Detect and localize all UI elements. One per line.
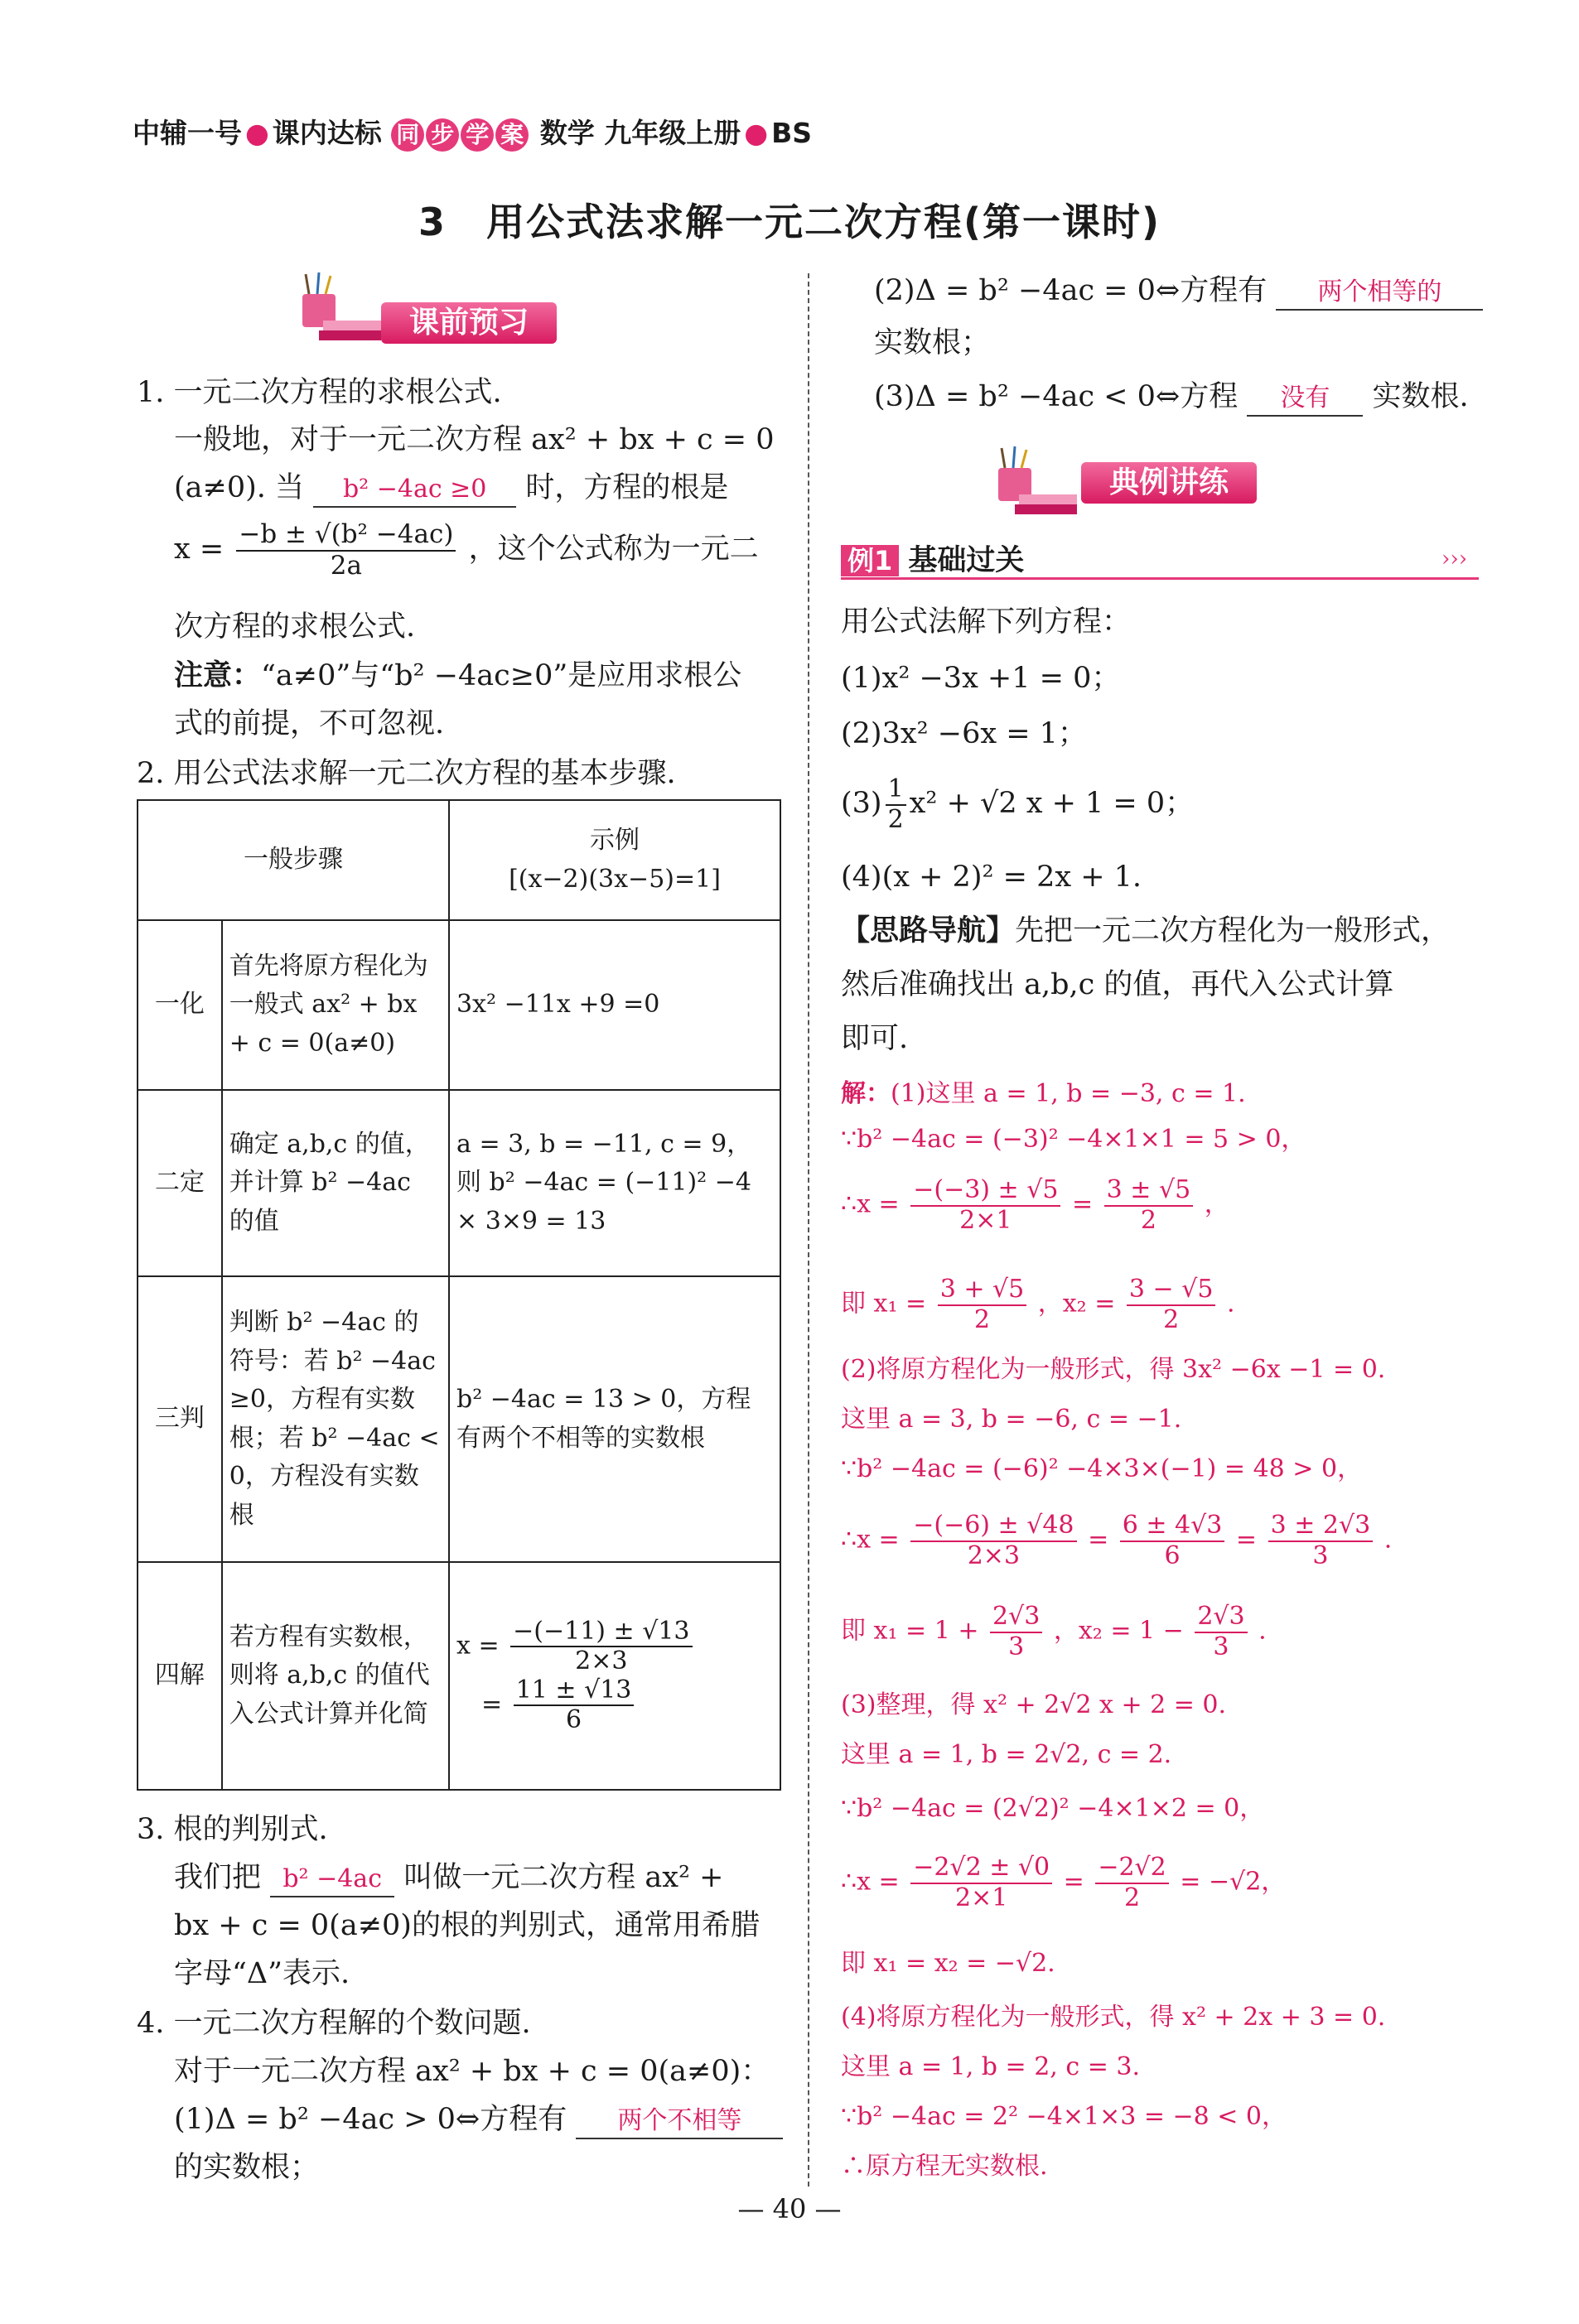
denominator: 3 [1008, 1632, 1025, 1661]
answer-blank: 两个相等的 [1276, 276, 1483, 311]
text-span: . [1383, 1525, 1393, 1555]
text-span: 叫做一元二次方程 ax² + [403, 1861, 724, 1894]
fraction [938, 1275, 1027, 1334]
text-span: (2)Δ = b² −4ac = 0⇔方程有 [874, 274, 1268, 307]
text-line: 式的前提，不可忽视. [174, 707, 445, 740]
fraction [1127, 1275, 1216, 1334]
text-span: ∴x = [841, 1189, 900, 1219]
solution-line: (3)整理，得 x² + 2√2 x + 2 = 0. [841, 1690, 1227, 1719]
text-line: 然后准确找出 a,b,c 的值，再代入公式计算 [841, 968, 1394, 1001]
header-circle-char: 同 [391, 118, 424, 152]
numerator: −2√2 [1095, 1854, 1168, 1884]
solution-line [841, 1073, 1246, 1116]
text-line [874, 267, 1483, 315]
denominator: 6 [566, 1705, 582, 1734]
table-row [138, 1276, 780, 1562]
text-span: x² + √2 x + 1 = 0； [909, 787, 1195, 820]
step-desc: 确定 a,b,c 的值，并计算 b² −4ac 的值 [222, 1090, 449, 1276]
text-span: ，x₂ = [1037, 1289, 1116, 1319]
numerator: −(−6) ± √48 [910, 1512, 1076, 1542]
text-span: = [1063, 1867, 1084, 1897]
numerator: 2√3 [1195, 1603, 1247, 1633]
table-header-example [449, 800, 780, 920]
fraction [1104, 1176, 1194, 1235]
text-line: 一般地，对于一元二次方程 ax² + bx + c = 0 [174, 423, 775, 456]
text-span: (1)Δ = b² −4ac > 0⇔方程有 [174, 2103, 567, 2136]
arrows-icon: ››› [1441, 547, 1468, 571]
denominator: 2 [973, 1304, 990, 1334]
text-span: = −√2， [1180, 1867, 1287, 1897]
denominator: 2 [1163, 1304, 1180, 1334]
solution-line [841, 1854, 1286, 1912]
text-span: 即 x₁ = [841, 1289, 927, 1319]
denominator: 2a [330, 550, 363, 581]
fraction [990, 1603, 1042, 1661]
column-divider [808, 273, 809, 2187]
text-line [174, 1854, 724, 1902]
numerator: 1 [886, 775, 906, 806]
example-tag: 例1 [841, 545, 899, 576]
text-span: 示例 [590, 826, 640, 855]
fraction [910, 1176, 1060, 1235]
note-line [174, 652, 741, 700]
text-span: x = [174, 533, 225, 567]
question: (1)x² −3x +1 = 0； [841, 662, 1121, 695]
numerator: −2√2 ± √0 [910, 1854, 1052, 1884]
header-circle-char: 案 [495, 118, 529, 152]
text-span: (1)这里 a = 1, b = −3, c = 1. [891, 1079, 1246, 1108]
formula-line [174, 520, 759, 581]
section-banner-preview: 课前预习 [381, 302, 557, 344]
page-title: 3 用公式法求解一元二次方程(第一课时) [418, 200, 1161, 244]
text-span: (3) [841, 787, 882, 820]
text-span: (3)Δ = b² −4ac < 0⇔方程 [874, 380, 1239, 413]
books-icon [982, 443, 1081, 518]
running-header: 中辅一号 ● 课内达标 同 步 学 案 数学 九年级上册 ● BS [133, 112, 812, 152]
section-banner-examples: 典例讲练 [1081, 462, 1257, 504]
text-span: 先把一元二次方程化为一般形式， [1015, 914, 1451, 947]
text-span: 我们把 [174, 1861, 262, 1894]
answer-blank: 两个不相等 [576, 2105, 783, 2139]
text-line: 字母“Δ”表示. [174, 1957, 350, 1990]
solution-line: ∵b² −4ac = (2√2)² −4×1×2 = 0， [841, 1794, 1265, 1823]
brand-name: 中辅一号 [133, 117, 242, 149]
fraction [1195, 1603, 1247, 1661]
table-row [138, 920, 780, 1090]
step-example: b² −4ac = 13 > 0，方程有两个不相等的实数根 [449, 1276, 780, 1562]
fraction [1120, 1512, 1225, 1570]
numerator: 3 ± √5 [1104, 1176, 1194, 1207]
solution-line: 这里 a = 1, b = 2, c = 3. [841, 2052, 1140, 2081]
answer-blank: b² −4ac ≥0 [313, 473, 516, 508]
text-line: 次方程的求根公式. [174, 610, 416, 644]
step-label: 一化 [138, 920, 222, 1090]
table-header-steps: 一般步骤 [138, 800, 449, 920]
question: (2)3x² −6x = 1； [841, 717, 1087, 750]
step-label: 二定 [138, 1090, 222, 1276]
text-span: ，这个公式称为一元二 [468, 533, 759, 567]
table-row [138, 1090, 780, 1276]
denominator: 2 [1123, 1883, 1141, 1912]
fraction [886, 775, 906, 834]
answer-blank: b² −4ac [270, 1863, 394, 1897]
numerator: 3 − √5 [1127, 1275, 1216, 1306]
question: (4)(x + 2)² = 2x + 1. [841, 861, 1142, 894]
table-row [138, 1562, 780, 1790]
text-span: ， [1204, 1189, 1229, 1219]
text-line: bx + c = 0(a≠0)的根的判别式，通常用希腊 [174, 1909, 760, 1942]
text-span: “a≠0”与“b² −4ac≥0”是应用求根公 [261, 659, 742, 692]
text-span: = [1088, 1525, 1109, 1555]
numerator: 11 ± √13 [514, 1676, 635, 1707]
numerator: 3 + √5 [938, 1275, 1027, 1306]
header-circle-char: 步 [426, 118, 459, 152]
step-label: 四解 [138, 1562, 222, 1790]
books-icon [286, 269, 385, 344]
solution-line: ∴原方程无实数根. [841, 2152, 1048, 2181]
steps-table [137, 799, 781, 1791]
denominator: 2 [1140, 1205, 1156, 1235]
fraction [1268, 1512, 1374, 1570]
text-span: x = [456, 1631, 500, 1660]
solution-line: (2)将原方程化为一般形式，得 3x² −6x −1 = 0. [841, 1355, 1386, 1384]
solution-line: ∵b² −4ac = (−3)² −4×1×1 = 5 > 0， [841, 1125, 1306, 1154]
text-line [174, 464, 728, 512]
header-circle-char: 学 [461, 118, 494, 152]
solution-line [841, 1603, 1267, 1661]
text-span: = [1235, 1525, 1258, 1555]
solution-line: ∵b² −4ac = (−6)² −4×3×(−1) = 48 > 0， [841, 1454, 1363, 1483]
solution-line [841, 1176, 1229, 1235]
text-span: . [1226, 1289, 1235, 1319]
numerator: 6 ± 4√3 [1120, 1512, 1225, 1542]
section-1-title: 1. 一元二次方程的求根公式. [137, 376, 502, 409]
text-span: (a≠0). 当 [174, 471, 305, 504]
subject: 数学 [539, 117, 595, 149]
text-line: 用公式法解下列方程： [841, 605, 1132, 639]
text-span: 即 x₁ = 1 + [841, 1616, 979, 1646]
denominator: 2×1 [959, 1205, 1012, 1235]
text-line: 的实数根； [174, 2151, 320, 2184]
step-label: 三判 [138, 1276, 222, 1562]
example-underline [841, 577, 1479, 580]
step-example [449, 1562, 780, 1790]
fraction [910, 1512, 1076, 1570]
text-span: ∴x = [841, 1525, 900, 1555]
text-span: . [1258, 1616, 1267, 1646]
fraction [910, 1854, 1052, 1912]
fraction [510, 1618, 692, 1676]
denominator: 2×3 [967, 1540, 1021, 1570]
series-name: 课内达标 [272, 117, 382, 149]
text-span: [(x−2)(3x−5)=1] [509, 864, 721, 894]
numerator: −(−3) ± √5 [910, 1176, 1060, 1207]
step-desc: 若方程有实数根，则将 a,b,c 的值代入公式计算并化简 [222, 1562, 449, 1790]
answer-blank: 没有 [1247, 382, 1363, 417]
denominator: 2×1 [955, 1883, 1008, 1912]
text-span: ，x₂ = 1 − [1053, 1616, 1184, 1646]
hint-line [841, 907, 1450, 955]
solution-line [841, 1512, 1392, 1570]
text-line: 即可. [841, 1022, 909, 1055]
step-desc: 判断 b² −4ac 的符号：若 b² −4ac ≥0，方程有实数根；若 b² −4ac < 0，方程没有实数根 [222, 1276, 449, 1562]
text-line: 实数根； [874, 326, 991, 359]
numerator: −b ± √(b² −4ac) [236, 520, 456, 552]
text-line: 对于一元二次方程 ax² + bx + c = 0(a≠0)： [174, 2055, 770, 2088]
solution-label: 解： [841, 1079, 891, 1108]
solution-line: 这里 a = 1, b = 2√2, c = 2. [841, 1740, 1172, 1769]
denominator: 2 [887, 804, 904, 834]
section-4-title: 4. 一元二次方程解的个数问题. [137, 2007, 531, 2040]
denominator: 6 [1164, 1540, 1181, 1570]
section-3-title: 3. 根的判别式. [137, 1813, 328, 1846]
step-desc: 首先将原方程化为一般式 ax² + bx + c = 0(a≠0) [222, 920, 449, 1090]
solution-line: 这里 a = 3, b = −6, c = −1. [841, 1405, 1182, 1434]
numerator: 3 ± 2√3 [1268, 1512, 1374, 1542]
step-example: a = 3, b = −11, c = 9，则 b² −4ac = (−11)² −4 × 3×9 = 13 [449, 1090, 780, 1276]
fraction [514, 1676, 635, 1735]
hint-label: 【思路导航】 [841, 914, 1016, 947]
note-label: 注意： [174, 659, 262, 692]
example-title: 基础过关 [908, 544, 1025, 577]
denominator: 3 [1312, 1540, 1329, 1570]
text-span: = [1071, 1189, 1094, 1219]
solution-line: ∵b² −4ac = 2² −4×1×3 = −8 < 0， [841, 2102, 1287, 2131]
text-span: 实数根. [1372, 380, 1469, 413]
text-span: = [481, 1690, 503, 1719]
fraction [1095, 1854, 1168, 1912]
solution-line: (4)将原方程化为一般形式，得 x² + 2x + 3 = 0. [841, 2003, 1386, 2032]
text-span: 时，方程的根是 [525, 471, 729, 504]
text-line [874, 373, 1469, 421]
solution-line: 即 x₁ = x₂ = −√2. [841, 1949, 1055, 1978]
step-example: 3x² −11x +9 =0 [449, 920, 780, 1090]
page-number: — 40 — [737, 2193, 842, 2225]
solution-line [841, 1275, 1235, 1334]
numerator: −(−11) ± √13 [510, 1618, 692, 1648]
denominator: 3 [1213, 1632, 1229, 1661]
edition: BS [771, 117, 813, 149]
grade: 九年级上册 [604, 117, 741, 149]
quadratic-formula [236, 520, 456, 581]
numerator: 2√3 [990, 1603, 1042, 1633]
question [841, 774, 1194, 834]
text-line [174, 2095, 783, 2143]
section-2-title: 2. 用公式法求解一元二次方程的基本步骤. [137, 757, 676, 790]
denominator: 2×3 [575, 1647, 628, 1675]
text-span: ∴x = [841, 1867, 900, 1897]
